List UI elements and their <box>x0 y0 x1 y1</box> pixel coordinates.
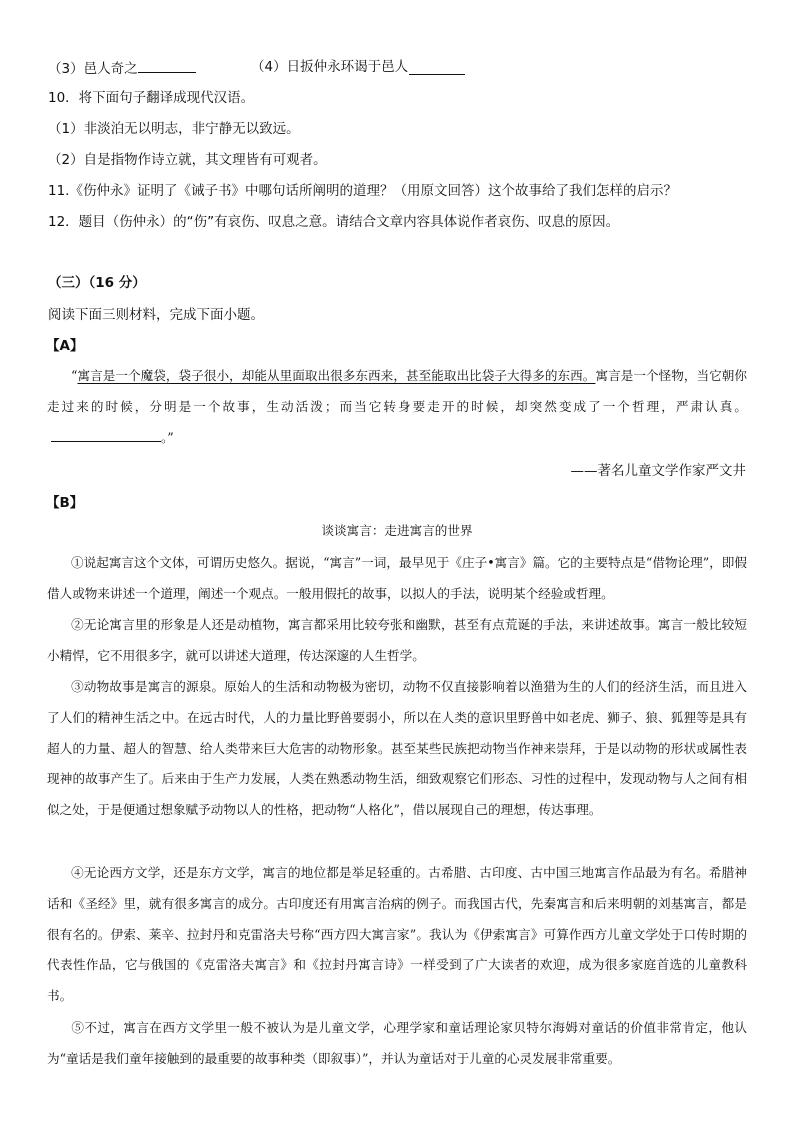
material-b-paragraph-4: ④无论西方文学，还是东方文学，寓言的地位都是举足轻重的。古希腊、古印度、古中国三地寓言作品最为有名。希腊神话和《圣经》里，就有很多寓言的成分。古印度还有用寓言治病的例子。而我国古代，先秦寓言和后来明朝的刘基寓言，都是很有名的。伊索、莱辛、拉封丹和克雷洛夫号称“西方四大寓言家”。我认为《伊索寓言》可算作西方儿童文学处于口传时期的代表性作品，它与俄国的《克雷洛夫寓言》和《拉封丹寓言诗》一样受到了广大读者的欢迎，成为很多家庭首选的儿童教科书。 <box>47 865 747 1004</box>
q4-label: （4）日扳仲永环谒于邑人 <box>251 59 409 75</box>
material-b-paragraph-1: ①说起寓言这个文体，可谓历史悠久。据说，“寓言”一词，最早见于《庄子•寓言》篇。它的主要特点是“借物论理”，即假借人或物来讲述一个道理，阐述一个观点。一般用假托的故事，以拟人的手法，说明某个经验或哲理。 <box>47 555 747 601</box>
material-b-paragraph-5: ⑤不过，寓言在西方文学里一般不被认为是儿童文学，心理学家和童话理论家贝特尔海姆对童话的价值非常肯定，他认为“童话是我们童年接触到的最重要的故事种类（即叙事）”，并认为童话对于儿童的心灵发展非常重要。 <box>47 1020 747 1066</box>
q3-answer-blank[interactable] <box>138 58 196 73</box>
section-3-instruction: 阅读下面三则材料，完成下面小题。 <box>48 307 264 323</box>
underlined-sentence: 寓言是一个魔袋，袋子很小，却能从里面取出很多东西来，甚至能取出比袋子大得多的东西。 <box>77 368 596 383</box>
material-a-label: 【A】 <box>46 338 84 354</box>
question-10-1: （1）非淡泊无以明志，非宁静无以致远。 <box>48 121 300 137</box>
question-9-row <box>48 58 409 78</box>
material-b-title: 谈谈寓言：走进寓言的世界 <box>321 523 473 538</box>
material-b-paragraph-2: ②无论寓言里的形象是人还是动植物，寓言都采用比较夸张和幽默，甚至有点荒诞的手法，来讲述故事。寓言一般比较短小精悍，它不用很多字，就可以讲述大道理，传达深邃的人生哲学。 <box>47 617 747 663</box>
material-a-attribution: ——著名儿童文学作家严文井 <box>570 463 746 479</box>
material-b-paragraph-3: ③动物故事是寓言的源泉。原始人的生活和动物极为密切，动物不仅直接影响着以渔猎为生的人们的经济生活，而且进入了人们的精神生活之中。在远古时代，人的力量比野兽要弱小，所以在人类的意识里野兽中如老虎、狮子、狼、狐狸等是具有超人的力量、超人的智慧、给人类带来巨大危害的动物形象。甚至某些民族把动物当作神来崇拜，于是以动物的形状或属性表现神的故事产生了。后来由于生产力发展，人类在熟悉动物生活，细致观察它们形态、习性的过程中，发现动物与人之间有相似之处，于是便通过想象赋予动物以人的性格，把动物“人格化”，借以展现自己的理想，传达事理。 <box>47 679 747 818</box>
question-12: 12．题目（伤仲永）的“伤”有哀伤、叹息之意。请结合文章内容具体说作者哀伤、叹息的原因。 <box>48 214 620 230</box>
material-a-quote: “寓言是一个魔袋，袋子很小，却能从里面取出很多东西来，甚至能取出比袋子大得多的东西。寓言是一个怪物，当它朝你走过来的时候，分明是一个故事，生动活泼；而当它转身要走开的时候，却突然变成了一个哲理，严肃认真。。” <box>47 368 748 445</box>
material-a-answer-blank[interactable] <box>51 428 161 442</box>
question-11: 11.《伤仲永》证明了《诫子书》中哪句话所阐明的道理？（用原文回答）这个故事给了我们怎样的启示？ <box>48 183 677 199</box>
material-b-label: 【B】 <box>46 495 84 511</box>
section-3-heading: （三）（16 分） <box>48 275 146 291</box>
question-10: 10．将下面句子翻译成现代汉语。 <box>48 90 255 106</box>
question-10-2: （2）自是指物作诗立就，其文理皆有可观者。 <box>48 152 327 168</box>
q4-answer-blank[interactable] <box>409 60 465 75</box>
q3-label: （3）邑人奇之 <box>48 61 138 77</box>
